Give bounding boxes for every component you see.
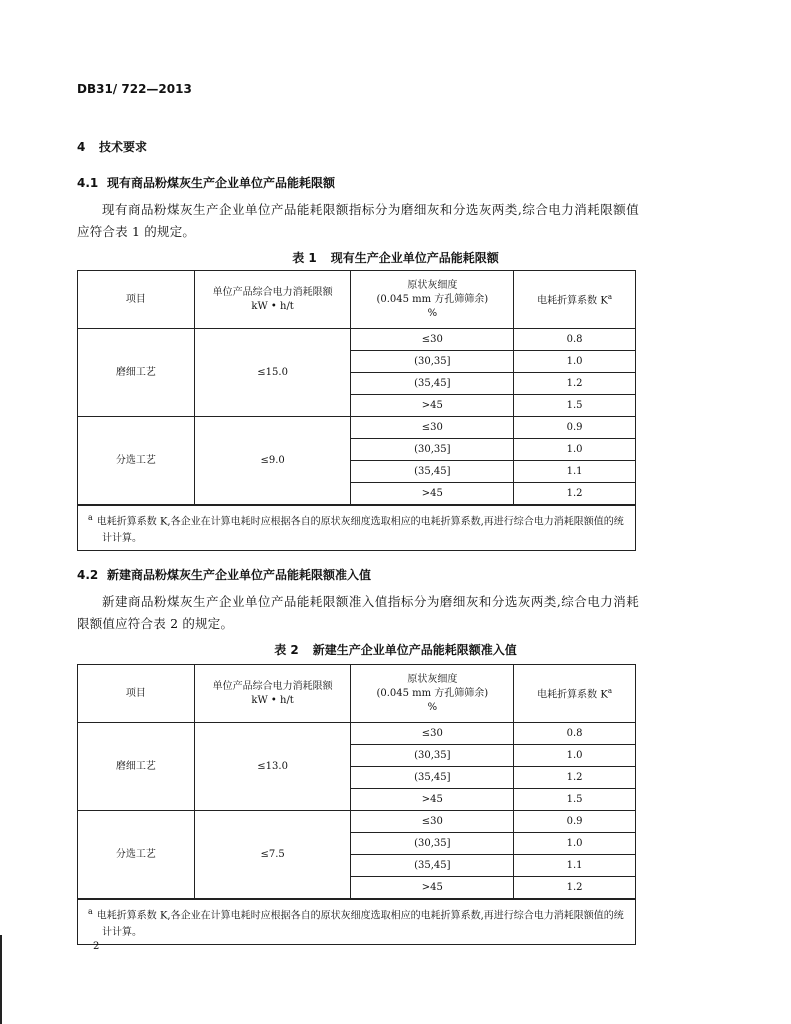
process-name: 磨细工艺 <box>78 329 195 417</box>
coefficient-cell: 1.2 <box>514 767 636 789</box>
process-name: 磨细工艺 <box>78 723 195 811</box>
table-2-caption <box>0 641 791 658</box>
coefficient-cell: 1.2 <box>514 483 636 506</box>
header-limit: 单位产品综合电力消耗限额 kW • h/t <box>194 271 351 329</box>
table-row <box>78 417 636 439</box>
table-1 <box>77 270 636 551</box>
header-coefficient: 电耗折算系数 $K^a$ <box>514 665 636 723</box>
fineness-cell: (30,35] <box>351 745 514 767</box>
section-4-number: 4 <box>77 140 86 154</box>
table-row <box>78 723 636 745</box>
section-4-1-title: 现有商品粉煤灰生产企业单位产品能耗限额 <box>107 176 336 190</box>
fineness-cell: (30,35] <box>351 833 514 855</box>
energy-limit: ≤7.5 <box>194 811 351 900</box>
fineness-cell: (30,35] <box>351 351 514 373</box>
fineness-cell: (35,45] <box>351 373 514 395</box>
coefficient-cell: 1.2 <box>514 877 636 900</box>
section-4-heading <box>77 138 147 155</box>
coefficient-cell: 1.5 <box>514 395 636 417</box>
section-4-2-paragraph: 新建商品粉煤灰生产企业单位产品能耗限额准入值指标分为磨细灰和分选灰两类,综合电力消耗限额值应符合表 2 的规定。 <box>77 594 639 631</box>
table-1-header-row <box>78 271 636 329</box>
table-1-title: 现有生产企业单位产品能耗限额 <box>330 251 499 265</box>
coefficient-cell: 0.8 <box>514 329 636 351</box>
coefficient-cell: 1.0 <box>514 745 636 767</box>
page-number: 2 <box>93 941 100 952</box>
table-1-footnote-row <box>78 505 636 551</box>
table-1-caption <box>0 249 791 266</box>
energy-limit: ≤9.0 <box>194 417 351 506</box>
coefficient-cell: 1.0 <box>514 833 636 855</box>
header-limit: 单位产品综合电力消耗限额 kW • h/t <box>194 665 351 723</box>
section-4-1-number: 4.1 <box>77 176 99 190</box>
section-4-2-number: 4.2 <box>77 568 99 582</box>
process-name: 分选工艺 <box>78 811 195 900</box>
section-4-1-paragraph: 现有商品粉煤灰生产企业单位产品能耗限额指标分为磨细灰和分选灰两类,综合电力消耗限额值应符合表 1 的规定。 <box>77 202 639 239</box>
header-fineness: 原状灰细度 (0.045 mm 方孔筛筛余) % <box>351 271 514 329</box>
fineness-cell: (35,45] <box>351 767 514 789</box>
energy-limit: ≤13.0 <box>194 723 351 811</box>
section-4-1-heading <box>77 174 335 191</box>
section-4-title: 技术要求 <box>99 140 148 154</box>
fineness-cell: >45 <box>351 483 514 506</box>
coefficient-cell: 1.0 <box>514 439 636 461</box>
coefficient-cell: 1.5 <box>514 789 636 811</box>
table-row <box>78 329 636 351</box>
table-2-footnote-row <box>78 899 636 945</box>
fineness-cell: (35,45] <box>351 855 514 877</box>
fineness-cell: (35,45] <box>351 461 514 483</box>
table-2-header-row <box>78 665 636 723</box>
fineness-cell: ≤30 <box>351 723 514 745</box>
fineness-cell: ≤30 <box>351 811 514 833</box>
header-fineness: 原状灰细度 (0.045 mm 方孔筛筛余) % <box>351 665 514 723</box>
coefficient-cell: 1.2 <box>514 373 636 395</box>
table-1-number: 表 1 <box>292 251 317 265</box>
page-edge-line <box>0 935 2 1024</box>
fineness-cell: >45 <box>351 877 514 900</box>
coefficient-cell: 1.1 <box>514 855 636 877</box>
header-coefficient: 电耗折算系数 $K^a$ <box>514 271 636 329</box>
coefficient-cell: 1.0 <box>514 351 636 373</box>
coefficient-cell: 1.1 <box>514 461 636 483</box>
table-1-footnote: $^a$ 电耗折算系数 K,各企业在计算电耗时应根据各自的原状灰细度选取相应的电耗折算系数,再进行综合电力消耗限额值的统计计算。 <box>78 505 636 551</box>
energy-limit: ≤15.0 <box>194 329 351 417</box>
coefficient-cell: 0.8 <box>514 723 636 745</box>
coefficient-cell: 0.9 <box>514 417 636 439</box>
table-2-footnote: $^a$ 电耗折算系数 K,各企业在计算电耗时应根据各自的原状灰细度选取相应的电耗折算系数,再进行综合电力消耗限额值的统计计算。 <box>78 899 636 945</box>
table-row <box>78 811 636 833</box>
fineness-cell: >45 <box>351 395 514 417</box>
table-2-number: 表 2 <box>274 643 299 657</box>
fineness-cell: ≤30 <box>351 329 514 351</box>
table-2-title: 新建生产企业单位产品能耗限额准入值 <box>312 643 517 657</box>
header-item: 项目 <box>78 665 195 723</box>
section-4-2-title: 新建商品粉煤灰生产企业单位产品能耗限额准入值 <box>107 568 372 582</box>
fineness-cell: (30,35] <box>351 439 514 461</box>
process-name: 分选工艺 <box>78 417 195 506</box>
document-code: DB31/ 722—2013 <box>77 82 192 96</box>
section-4-2-heading <box>77 566 371 583</box>
table-2 <box>77 664 636 945</box>
fineness-cell: >45 <box>351 789 514 811</box>
header-item: 项目 <box>78 271 195 329</box>
fineness-cell: ≤30 <box>351 417 514 439</box>
coefficient-cell: 0.9 <box>514 811 636 833</box>
